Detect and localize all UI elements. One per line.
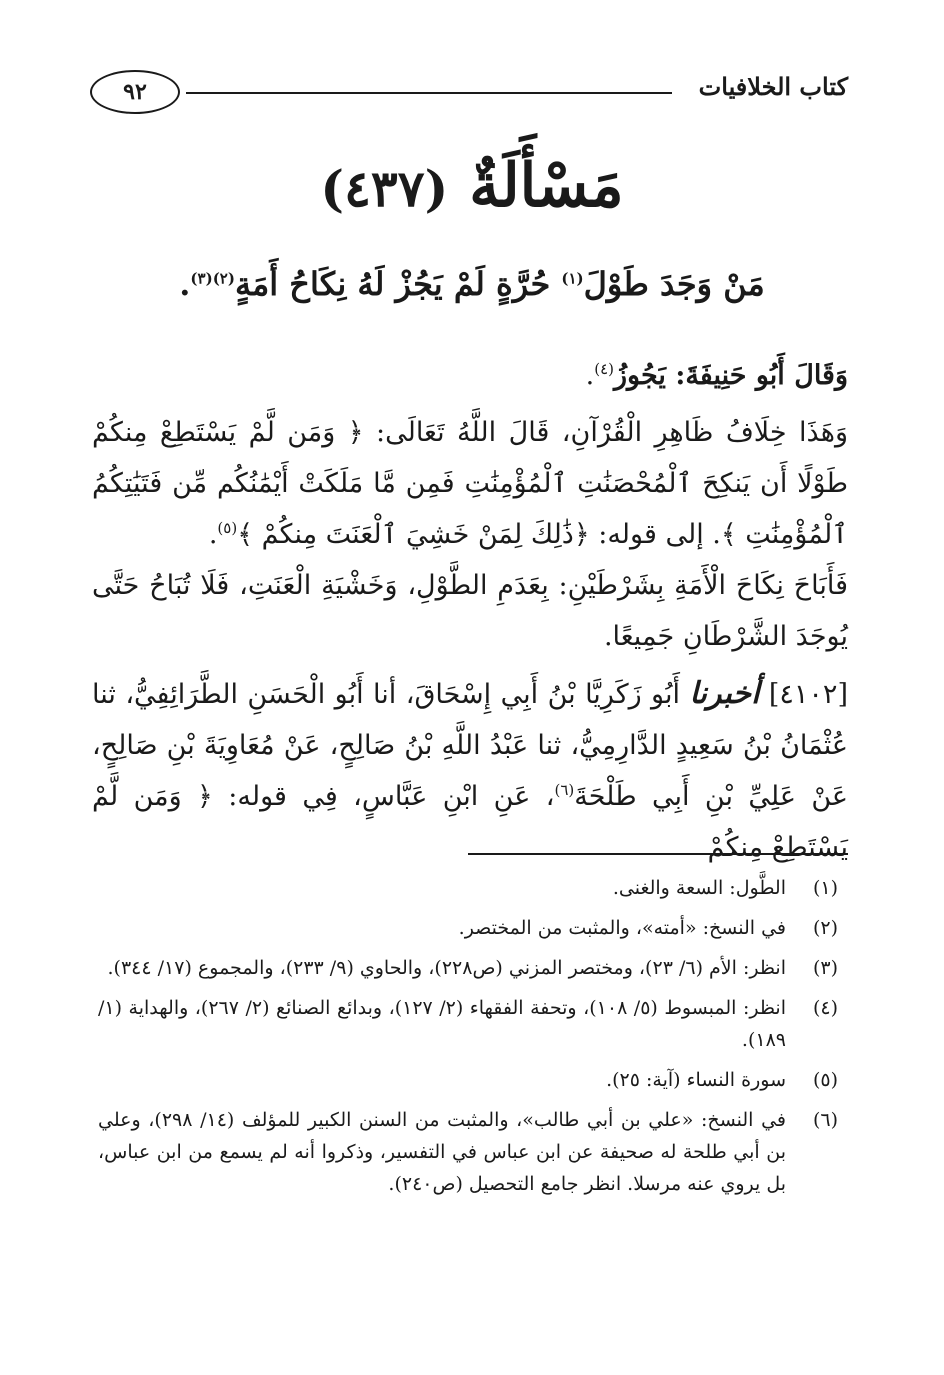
footnote-ref-5[interactable]: (٥) — [217, 519, 238, 537]
footnote-item — [98, 992, 838, 1056]
footnote-text: الطَّول: السعة والغنى. — [612, 877, 786, 899]
quran-ayah-3: ﴿ وَمَن لَّمْ يَسْتَطِعْ مِنكُمْ — [92, 781, 848, 863]
footnotes — [98, 872, 838, 1208]
quran-ayah-2: ﴿ذَٰلِكَ لِمَنْ خَشِيَ ٱلْعَنَتَ مِنكُمْ ﴾ — [237, 519, 590, 550]
footnote-text: في النسخ: «علي بن أبي طالب»، والمثبت من السنن الكبير للمؤلف (١٤/ ٢٩٨)، وعلي بن أبي طلحة له صحيفة عن ابن عباس في التفسير، وذكروا أنه لم يسمع من ابن عباس، بل يروي عنه مرسلا. انظر جامع التحصيل (ص٢٤٠). — [98, 1109, 786, 1195]
footnote-item — [98, 1064, 838, 1096]
ayah2-end: . — [208, 519, 218, 550]
footnote-ref-1[interactable]: (١) — [561, 269, 584, 288]
footnote-number: (١) — [812, 877, 838, 899]
abu-hanifa-opinion: وَقَالَ أَبُو حَنِيفَةَ: يَجُوزُ — [614, 360, 848, 391]
footnote-item — [98, 1104, 838, 1200]
footnote-number: (٦) — [812, 1109, 838, 1131]
footnote-ref-6[interactable]: (٦) — [554, 781, 575, 799]
hadith-number: [٤١٠٢] — [768, 679, 848, 710]
footnote-ref-2-3[interactable]: (٢)(٣) — [190, 269, 235, 288]
statement-part2: حُرَّةٍ لَمْ يَجُزْ لَهُ نِكَاحُ أَمَةٍ — [234, 265, 562, 303]
footnote-number: (٥) — [812, 1069, 838, 1091]
footnote-item — [98, 912, 838, 944]
statement-end: . — [179, 265, 191, 303]
masala-word: مَسْأَلَةٌ — [469, 151, 624, 221]
footnote-item — [98, 872, 838, 904]
statement-part1: مَنْ وَجَدَ طَوْلَ — [583, 265, 765, 303]
masala-number: (٤٣٧) — [320, 159, 449, 218]
footnote-number: (٢) — [812, 917, 838, 939]
khilaf-intro: وَهَذَا خِلَافُ ظَاهِرِ الْقُرْآنِ، قَالَ اللَّهُ تَعَالَى: — [363, 417, 848, 448]
book-title: كتاب الخلافيات — [698, 72, 848, 101]
paragraph-abu-hanifa — [92, 350, 848, 401]
isnad-part1: أَبُو زَكَرِيَّا بْنُ أَبِي إِسْحَاقَ، أنا أَبُو الْحَسَنِ الطَّرَائِفِيُّ، ثنا عُثْمَانُ بْنُ سَعِيدٍ الدَّارِمِيُّ، ثنا عَبْدُ اللَّهِ بْنُ صَالِحٍ، عَنْ مُعَاوِيَةَ بْنِ صَالِحٍ، عَنْ عَلِيِّ بْنِ أَبِي طَلْحَةَ — [92, 679, 848, 812]
footnote-text: سورة النساء (آية: ٢٥). — [606, 1069, 786, 1091]
paragraph-conclusion: فَأَبَاحَ نِكَاحَ الْأَمَةِ بِشَرْطَيْنِ: بِعَدَمِ الطَّوْلِ، وَخَشْيَةِ الْعَنَتِ، فَلَا تُبَاحُ حَتَّى يُوجَدَ الشَّرْطَانِ جَمِيعًا. — [92, 570, 848, 652]
footnote-number: (٤) — [812, 997, 838, 1019]
footnote-ref-4[interactable]: (٤) — [594, 360, 615, 378]
abu-hanifa-end: . — [585, 360, 595, 391]
akhbarana-word: أخبرنا — [689, 676, 760, 711]
paragraph-khilaf — [92, 407, 848, 560]
page-number: ٩٢ — [123, 79, 147, 105]
footnote-text: في النسخ: «أمته»، والمثبت من المختصر. — [458, 917, 786, 939]
footnote-separator — [468, 853, 848, 855]
footnote-number: (٣) — [812, 957, 838, 979]
header-rule — [186, 92, 672, 94]
quran-ayah-1: ﴿ وَمَن لَّمْ يَسْتَطِعْ مِنكُمْ طَوْلًا أَن يَنكِحَ ٱلْمُحْصَنَٰتِ ٱلْمُؤْمِنَٰتِ فَمِن مَّا مَلَكَتْ أَيْمَٰنُكُم مِّن فَتَيَٰتِكُمُ ٱلْمُؤْمِنَٰتِ ﴾ — [92, 417, 848, 550]
ila-qawlih: . إلى قوله: — [589, 519, 721, 550]
page-number-frame — [90, 70, 180, 114]
masala-statement — [60, 262, 884, 307]
main-text — [92, 350, 848, 873]
masala-heading — [0, 150, 944, 222]
isnad-part2: ، عَنِ ابْنِ عَبَّاسٍ، فِي قوله: — [212, 781, 555, 812]
paragraph-hadith — [92, 668, 848, 873]
footnote-item — [98, 952, 838, 984]
footnote-text: انظر: الأم (٦/ ٢٣)، ومختصر المزني (ص٢٢٨)، والحاوي (٩/ ٢٣٣)، والمجموع (١٧/ ٣٤٤). — [107, 957, 786, 979]
footnote-text: انظر: المبسوط (٥/ ١٠٨)، وتحفة الفقهاء (٢/ ١٢٧)، وبدائع الصنائع (٢/ ٢٦٧)، والهداية (١/ ١٨٩). — [98, 997, 786, 1051]
page-header — [90, 66, 848, 116]
